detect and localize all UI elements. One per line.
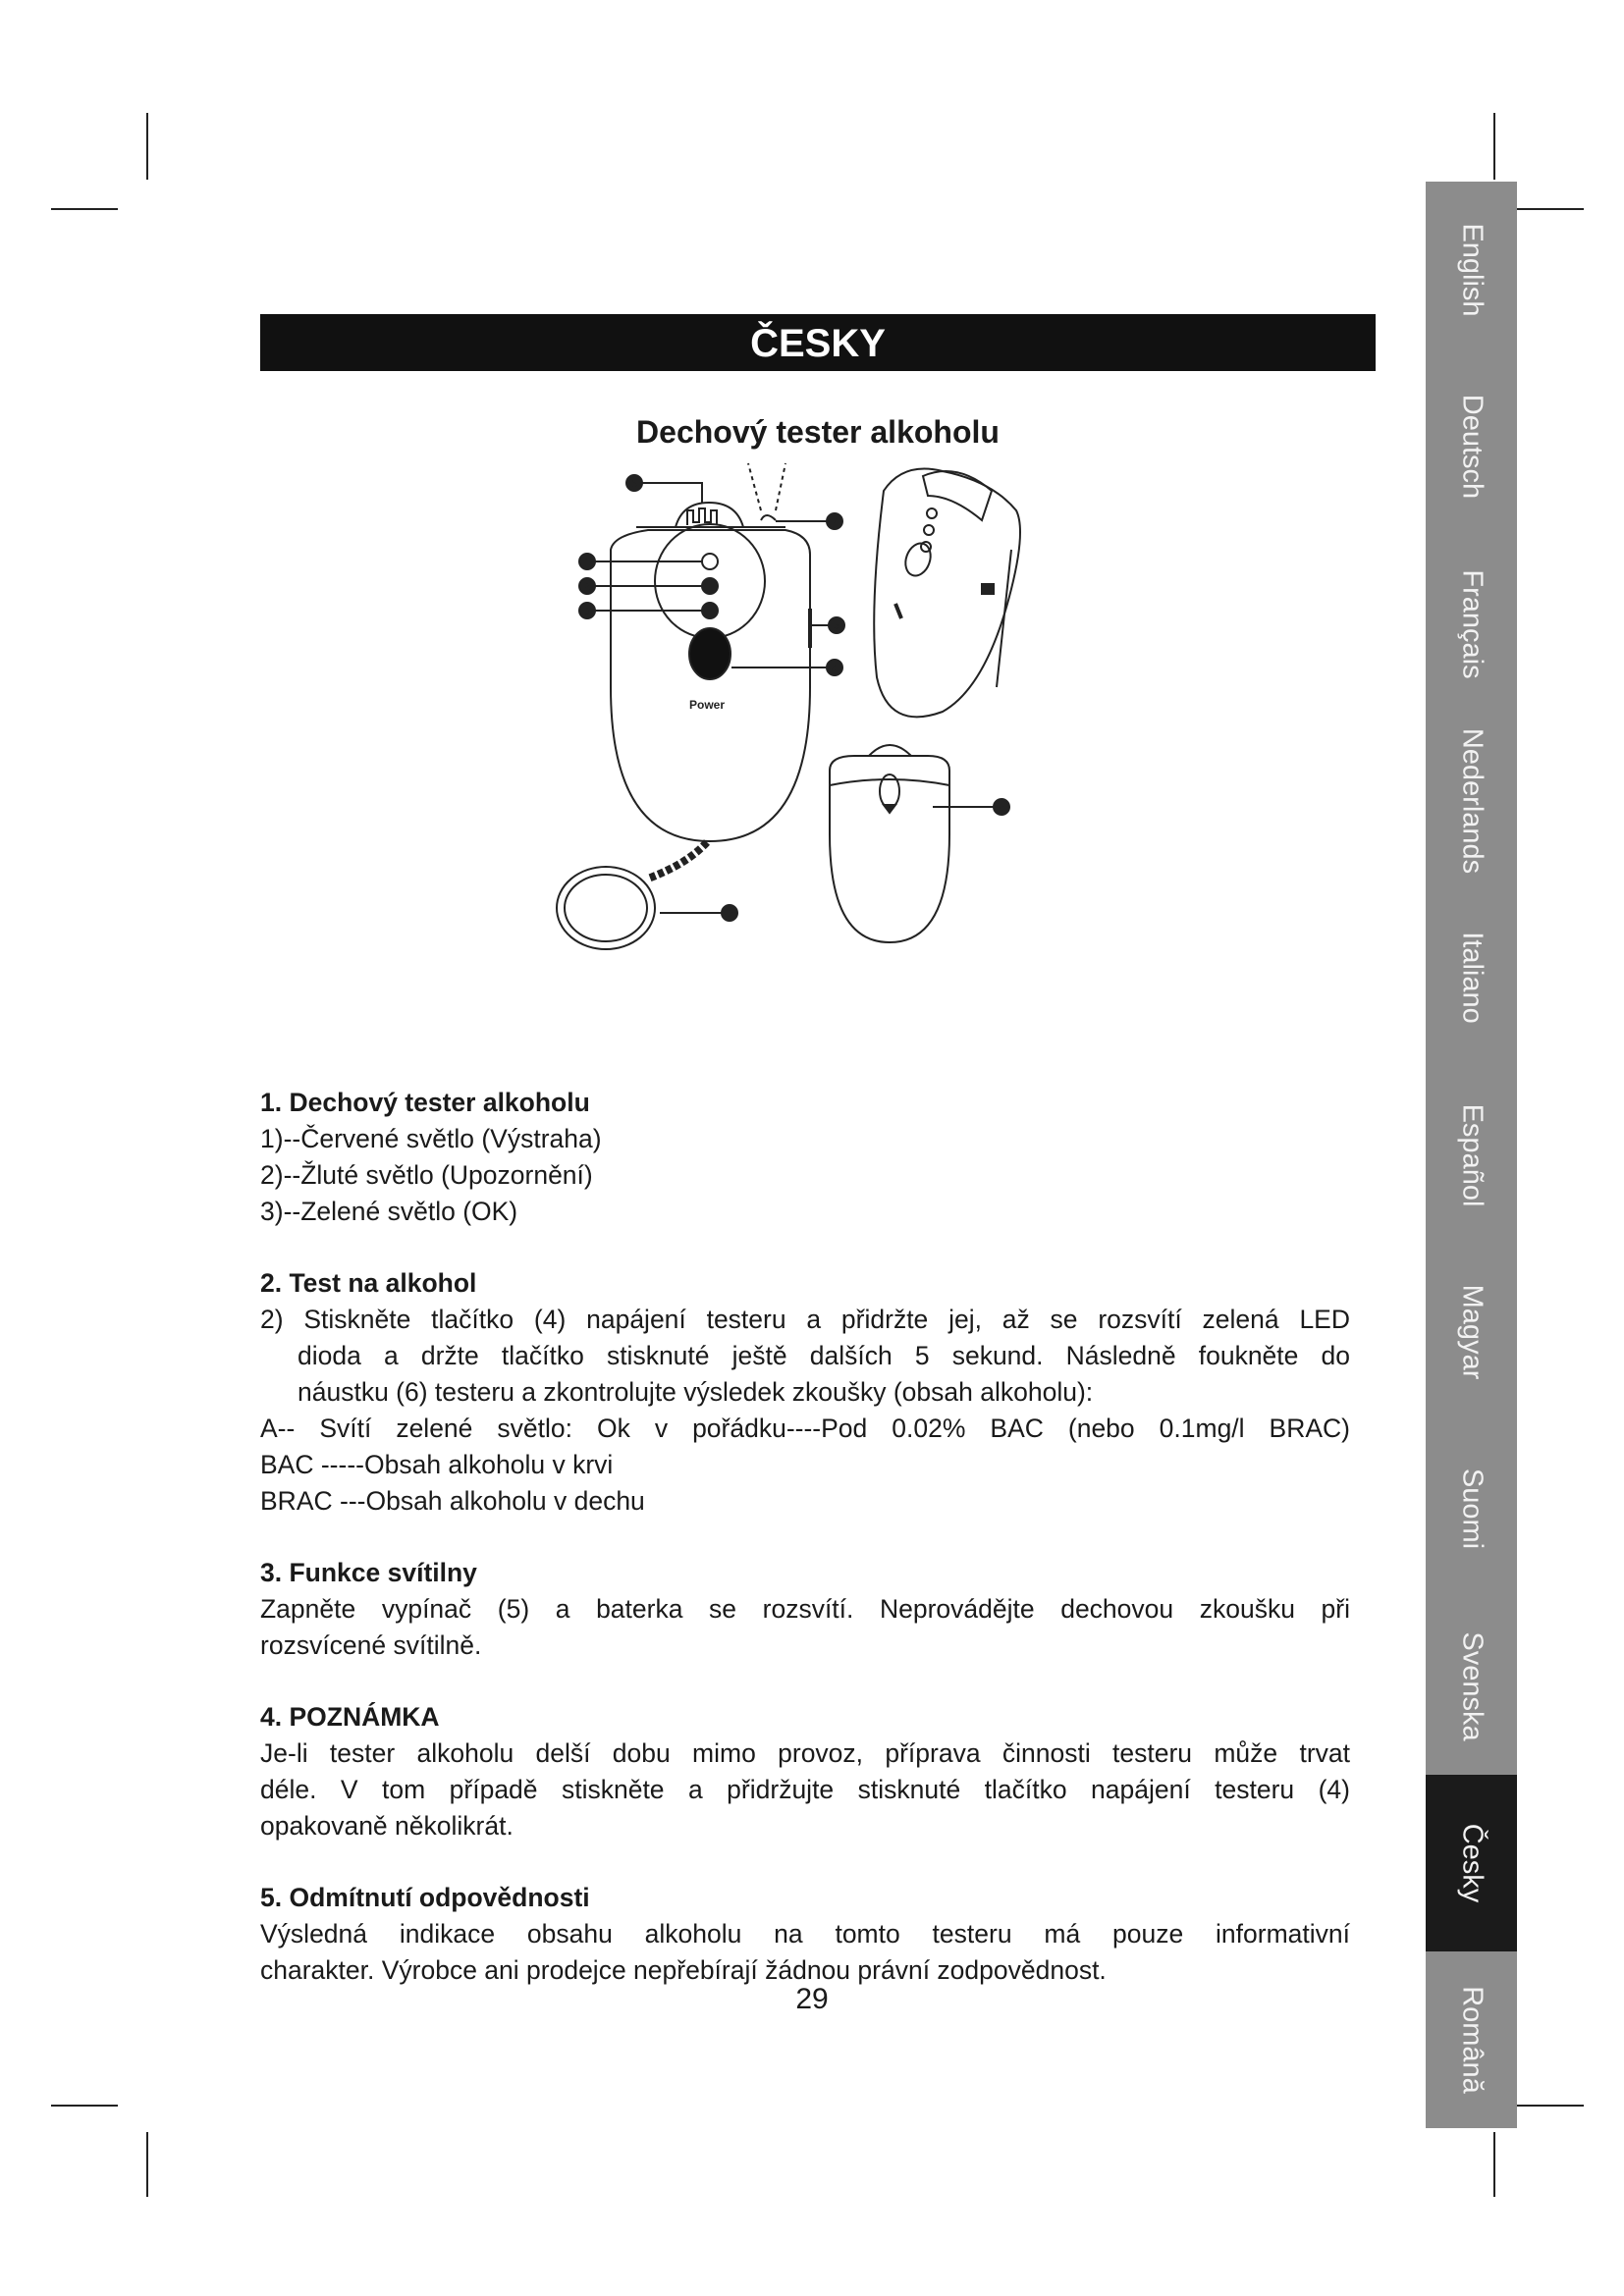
side-view-device [874,469,1020,718]
crop-mark [51,208,118,210]
crop-mark [1517,208,1584,210]
tab-suomi[interactable]: Suomi [1456,1468,1488,1550]
text-line: Zapněte vypínač (5) a baterka se rozsvítí. Neprovádějte dechovou zkoušku při [260,1594,1350,1624]
document-title: Dechový tester alkoholu [636,414,1000,450]
tab-francais[interactable]: Français [1456,569,1488,679]
section-heading: 3. Funkce svítilny [260,1558,477,1587]
power-button-drawing [689,628,731,679]
crop-mark [1517,2105,1584,2107]
section-heading: 1. Dechový tester alkoholu [260,1088,590,1117]
crop-mark [1493,2132,1495,2197]
language-header-bar: ČESKY [260,314,1376,371]
text-line: BRAC ---Obsah alkoholu v dechu [260,1486,645,1516]
breathalyzer-diagram [530,452,1119,1041]
tab-svenska[interactable]: Svenska [1456,1630,1488,1741]
text-line: Výsledná indikace obsahu alkoholu na tomto testeru má pouze informativní [260,1919,1350,1949]
text-line: Je-li tester alkoholu delší dobu mimo provoz, příprava činnosti testeru může trvat [260,1738,1350,1768]
text-line: A-- Svítí zelené světlo: Ok v pořádku----Pod 0.02% BAC (nebo 0.1mg/l BRAC) [260,1414,1350,1443]
crop-mark [146,113,148,180]
crop-mark [51,2105,118,2107]
text-line: 2)--Žluté světlo (Upozornění) [260,1160,593,1190]
section-heading: 2. Test na alkohol [260,1268,477,1298]
text-line: 2) Stiskněte tlačítko (4) napájení testeru a přidržte jej, až se rozsvítí zelená LED [260,1305,1350,1334]
text-line: charakter. Výrobce ani prodejce nepřebírají žádnou právní zodpovědnost. [260,1955,1107,1985]
language-tabs [1426,182,1517,2128]
crop-mark [1493,113,1495,180]
section-heading: 5. Odmítnutí odpovědnosti [260,1883,590,1912]
tab-cesky[interactable]: Česky [1426,1775,1517,1951]
section-heading: 4. POZNÁMKA [260,1702,440,1732]
front-view-device [611,463,810,841]
tab-espanol[interactable]: Español [1456,1103,1488,1207]
text-line: opakovaně několikrát. [260,1811,514,1841]
page-number: 29 [795,1983,829,2015]
text-line: rozsvícené svítilně. [260,1630,482,1660]
text-line: dioda a držte tlačítko stisknuté ještě dalších 5 sekund. Následně foukněte do [298,1341,1350,1370]
text-line: BAC -----Obsah alkoholu v krvi [260,1450,614,1479]
text-line: 3)--Zelené světlo (OK) [260,1197,518,1226]
text-line: náustku (6) testeru a zkontrolujte výsledek zkoušky (obsah alkoholu): [298,1377,1094,1407]
crop-mark [146,2132,148,2197]
callout-2: 2 [583,581,591,593]
keyring [557,842,707,949]
callout-markers [579,475,1009,921]
callout-3: 3 [583,606,591,617]
callout-7: 7 [831,516,839,528]
tab-italiano[interactable]: Italiano [1456,932,1488,1025]
back-view-device [830,745,949,942]
power-label: Power [688,698,726,712]
tab-deutsch[interactable]: Deutsch [1456,395,1488,500]
callout-9: 9 [726,908,733,920]
callout-6: 6 [630,478,638,490]
callout-lines [595,483,994,913]
tab-magyar[interactable]: Magyar [1456,1284,1488,1380]
callout-8: 8 [998,802,1005,814]
instructions-body [260,1085,1350,1989]
callout-4: 4 [831,663,839,674]
tab-romana[interactable]: Română [1456,1986,1488,2094]
tab-nederlands[interactable]: Nederlands [1456,727,1488,875]
callout-1: 1 [583,557,591,568]
tab-english[interactable]: English [1456,223,1488,317]
text-line: déle. V tom případě stiskněte a přidržujte stisknuté tlačítko napájení testeru (4) [260,1775,1350,1804]
callout-5: 5 [833,620,840,632]
text-line: 1)--Červené světlo (Výstraha) [260,1124,602,1153]
